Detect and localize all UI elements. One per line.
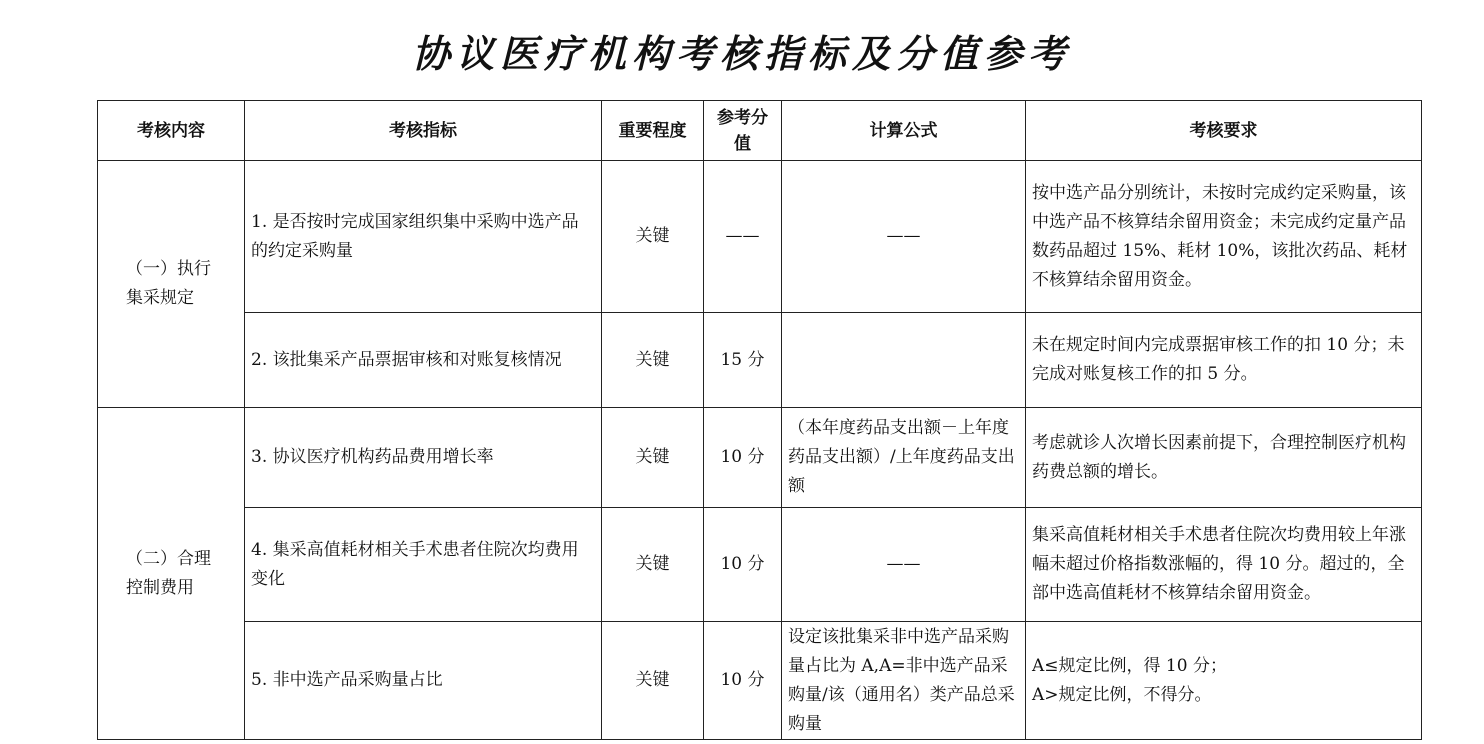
table-row [98,313,1422,408]
score-cell: 15 分 [704,313,782,408]
score-cell: 10 分 [704,408,782,508]
requirement-cell [1026,622,1422,740]
table-row [98,622,1422,740]
formula-cell: —— [782,161,1026,313]
indicator-cell: 2. 该批集采产品票据审核和对账复核情况 [245,313,602,408]
importance-cell: 关键 [602,161,704,313]
header-content: 考核内容 [98,101,245,161]
score-cell: —— [704,161,782,313]
requirement-cell: 集采高值耗材相关手术患者住院次均费用较上年涨幅未超过价格指数涨幅的，得 10 分。超过的，全部中选高值耗材不核算结余留用资金。 [1026,508,1422,622]
importance-cell: 关键 [602,408,704,508]
category-label: （一）执行集采规定 [126,259,211,308]
requirement-line: A≤规定比例，得 10 分； [1032,655,1227,676]
table-row [98,161,1422,313]
header-formula: 计算公式 [782,101,1026,161]
formula-cell: 设定该批集采非中选产品采购量占比为 A,A=非中选产品采购量/该（通用名）类产品总采购量 [782,622,1026,740]
indicator-cell: 3. 协议医疗机构药品费用增长率 [245,408,602,508]
table-row [98,508,1422,622]
category-cell [98,161,245,408]
score-cell: 10 分 [704,622,782,740]
importance-cell: 关键 [602,313,704,408]
table-row [98,408,1422,508]
importance-cell: 关键 [602,622,704,740]
score-cell: 10 分 [704,508,782,622]
formula-cell: —— [782,508,1026,622]
header-row [98,101,1422,161]
header-requirement: 考核要求 [1026,101,1422,161]
formula-cell [782,313,1026,408]
indicator-cell: 1. 是否按时完成国家组织集中采购中选产品的约定采购量 [245,161,602,313]
requirement-cell: 按中选产品分别统计，未按时完成约定采购量，该中选产品不核算结余留用资金；未完成约定量产品数药品超过 15%、耗材 10%，该批次药品、耗材不核算结余留用资金。 [1026,161,1422,313]
document-title: 协议医疗机构考核指标及分值参考 [411,32,1072,76]
formula-cell: （本年度药品支出额－上年度药品支出额）/上年度药品支出额 [782,408,1026,508]
assessment-table [97,100,1422,740]
category-label: （二）合理控制费用 [126,548,211,598]
importance-cell: 关键 [602,508,704,622]
category-cell [98,408,245,740]
indicator-cell: 4. 集采高值耗材相关手术患者住院次均费用变化 [245,508,602,622]
requirement-cell: 考虑就诊人次增长因素前提下，合理控制医疗机构药费总额的增长。 [1026,408,1422,508]
header-importance: 重要程度 [602,101,704,161]
requirement-line: A>规定比例，不得分。 [1032,684,1212,705]
requirement-cell: 未在规定时间内完成票据审核工作的扣 10 分；未完成对账复核工作的扣 5 分。 [1026,313,1422,408]
indicator-cell: 5. 非中选产品采购量占比 [245,622,602,740]
header-score: 参考分值 [704,101,782,161]
header-indicator: 考核指标 [245,101,602,161]
